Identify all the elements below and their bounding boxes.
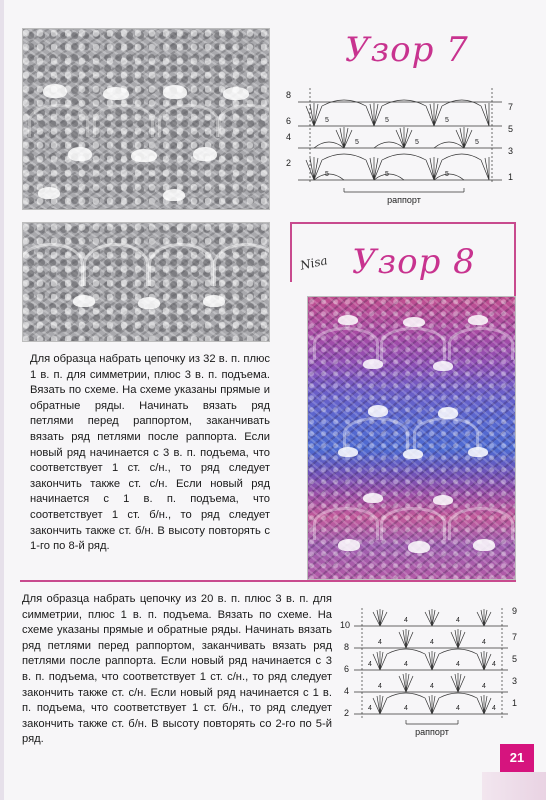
svg-text:10: 10: [340, 620, 351, 630]
svg-text:раппорт: раппорт: [387, 195, 421, 205]
svg-text:4: 4: [378, 639, 382, 646]
svg-text:4: 4: [344, 686, 350, 696]
pattern8-instructions-text: Для образца набрать цепочку из 20 в. п. плюс 3 в. п. для симметрии, плюс 1 в. п. подъема. Вязать по схеме. На схеме указаны прямые и обратные ряды. Начинать вязать ряд петлями перед раппортом, заканчивать вязать ряд петлями после раппорта. Если новый ряд начинается с 3 в. п. подъема, что соответствует 1 ст. с/н., то ряд следует закончить также ст. с/н. Если новый ряд начинается с 1 в. п. подъема, что соответствует 1 ст. б/н., то ряд следует закончить также ст. б/н. В высоту повторять со 2-го по 5-й ряд.: [22, 593, 332, 746]
svg-text:5: 5: [445, 117, 449, 124]
svg-text:7: 7: [512, 632, 518, 642]
svg-text:5: 5: [355, 139, 359, 146]
svg-text:4: 4: [404, 705, 408, 712]
svg-text:3: 3: [508, 146, 514, 156]
svg-text:1: 1: [508, 172, 514, 182]
svg-text:4: 4: [456, 661, 460, 668]
pattern8-photo: [307, 296, 516, 580]
svg-text:5: 5: [508, 124, 514, 134]
svg-text:4: 4: [456, 617, 460, 624]
svg-text:4: 4: [430, 639, 434, 646]
svg-text:4: 4: [378, 683, 382, 690]
svg-text:4: 4: [404, 661, 408, 668]
page-number: 21: [500, 744, 534, 772]
svg-text:5: 5: [325, 171, 329, 178]
svg-text:5: 5: [475, 139, 479, 146]
svg-text:8: 8: [344, 642, 350, 652]
divider-line: [290, 222, 516, 224]
svg-text:8: 8: [286, 90, 292, 100]
pattern8-instructions: [22, 592, 332, 748]
svg-text:6: 6: [286, 116, 292, 126]
svg-text:4: 4: [492, 705, 496, 712]
svg-text:4: 4: [286, 132, 292, 142]
pattern7-photo-bottom: [22, 222, 270, 342]
divider-line: [290, 222, 292, 282]
svg-text:2: 2: [286, 158, 292, 168]
svg-text:5: 5: [512, 654, 518, 664]
svg-text:9: 9: [512, 606, 518, 616]
svg-text:5: 5: [445, 171, 449, 178]
svg-text:2: 2: [344, 708, 350, 718]
svg-text:5: 5: [415, 139, 419, 146]
svg-text:1: 1: [512, 698, 518, 708]
svg-text:4: 4: [482, 639, 486, 646]
svg-text:4: 4: [368, 705, 372, 712]
svg-text:4: 4: [492, 661, 496, 668]
left-edge-strip: [0, 0, 4, 800]
page-corner-accent: [482, 772, 546, 800]
pattern7-title: Узор 7: [345, 30, 469, 70]
svg-text:раппорт: раппорт: [415, 727, 449, 737]
svg-text:5: 5: [385, 171, 389, 178]
svg-text:4: 4: [368, 661, 372, 668]
pattern7-photo-top: [22, 28, 270, 210]
svg-text:4: 4: [456, 705, 460, 712]
svg-text:5: 5: [325, 117, 329, 124]
pattern8-diagram: [340, 606, 522, 738]
pattern8-title: Узор 8: [352, 242, 476, 282]
svg-text:4: 4: [482, 683, 486, 690]
svg-text:7: 7: [508, 102, 514, 112]
pattern7-diagram: [284, 88, 520, 206]
svg-text:4: 4: [404, 617, 408, 624]
svg-text:4: 4: [430, 683, 434, 690]
divider-line: [20, 580, 516, 582]
pattern7-instructions-text: Для образца набрать цепочку из 32 в. п. плюс 1 в. п. для симметрии, плюс 3 в. п. подъема. Вязать по схеме. На схеме указаны прямые и обратные ряды. Начинать вязать ряд петлями перед раппортом, заканчивать вязать ряд петлями после раппорта. Если новый ряд начинается с 3 в. п. подъема, что соответствует 1 ст. с/н., то ряд следует закончить также ст. с/н. Если новый ряд начинается с 1 в. п. подъема, что соответствует 1 ст. б/н., то ряд следует закончить также ст. б/н. В высоту повторять с 1-го по 8-й ряд.: [30, 353, 270, 553]
svg-text:3: 3: [512, 676, 518, 686]
signature: Nisa: [298, 253, 329, 273]
svg-text:6: 6: [344, 664, 350, 674]
pattern7-instructions: [30, 352, 270, 555]
svg-text:5: 5: [385, 117, 389, 124]
